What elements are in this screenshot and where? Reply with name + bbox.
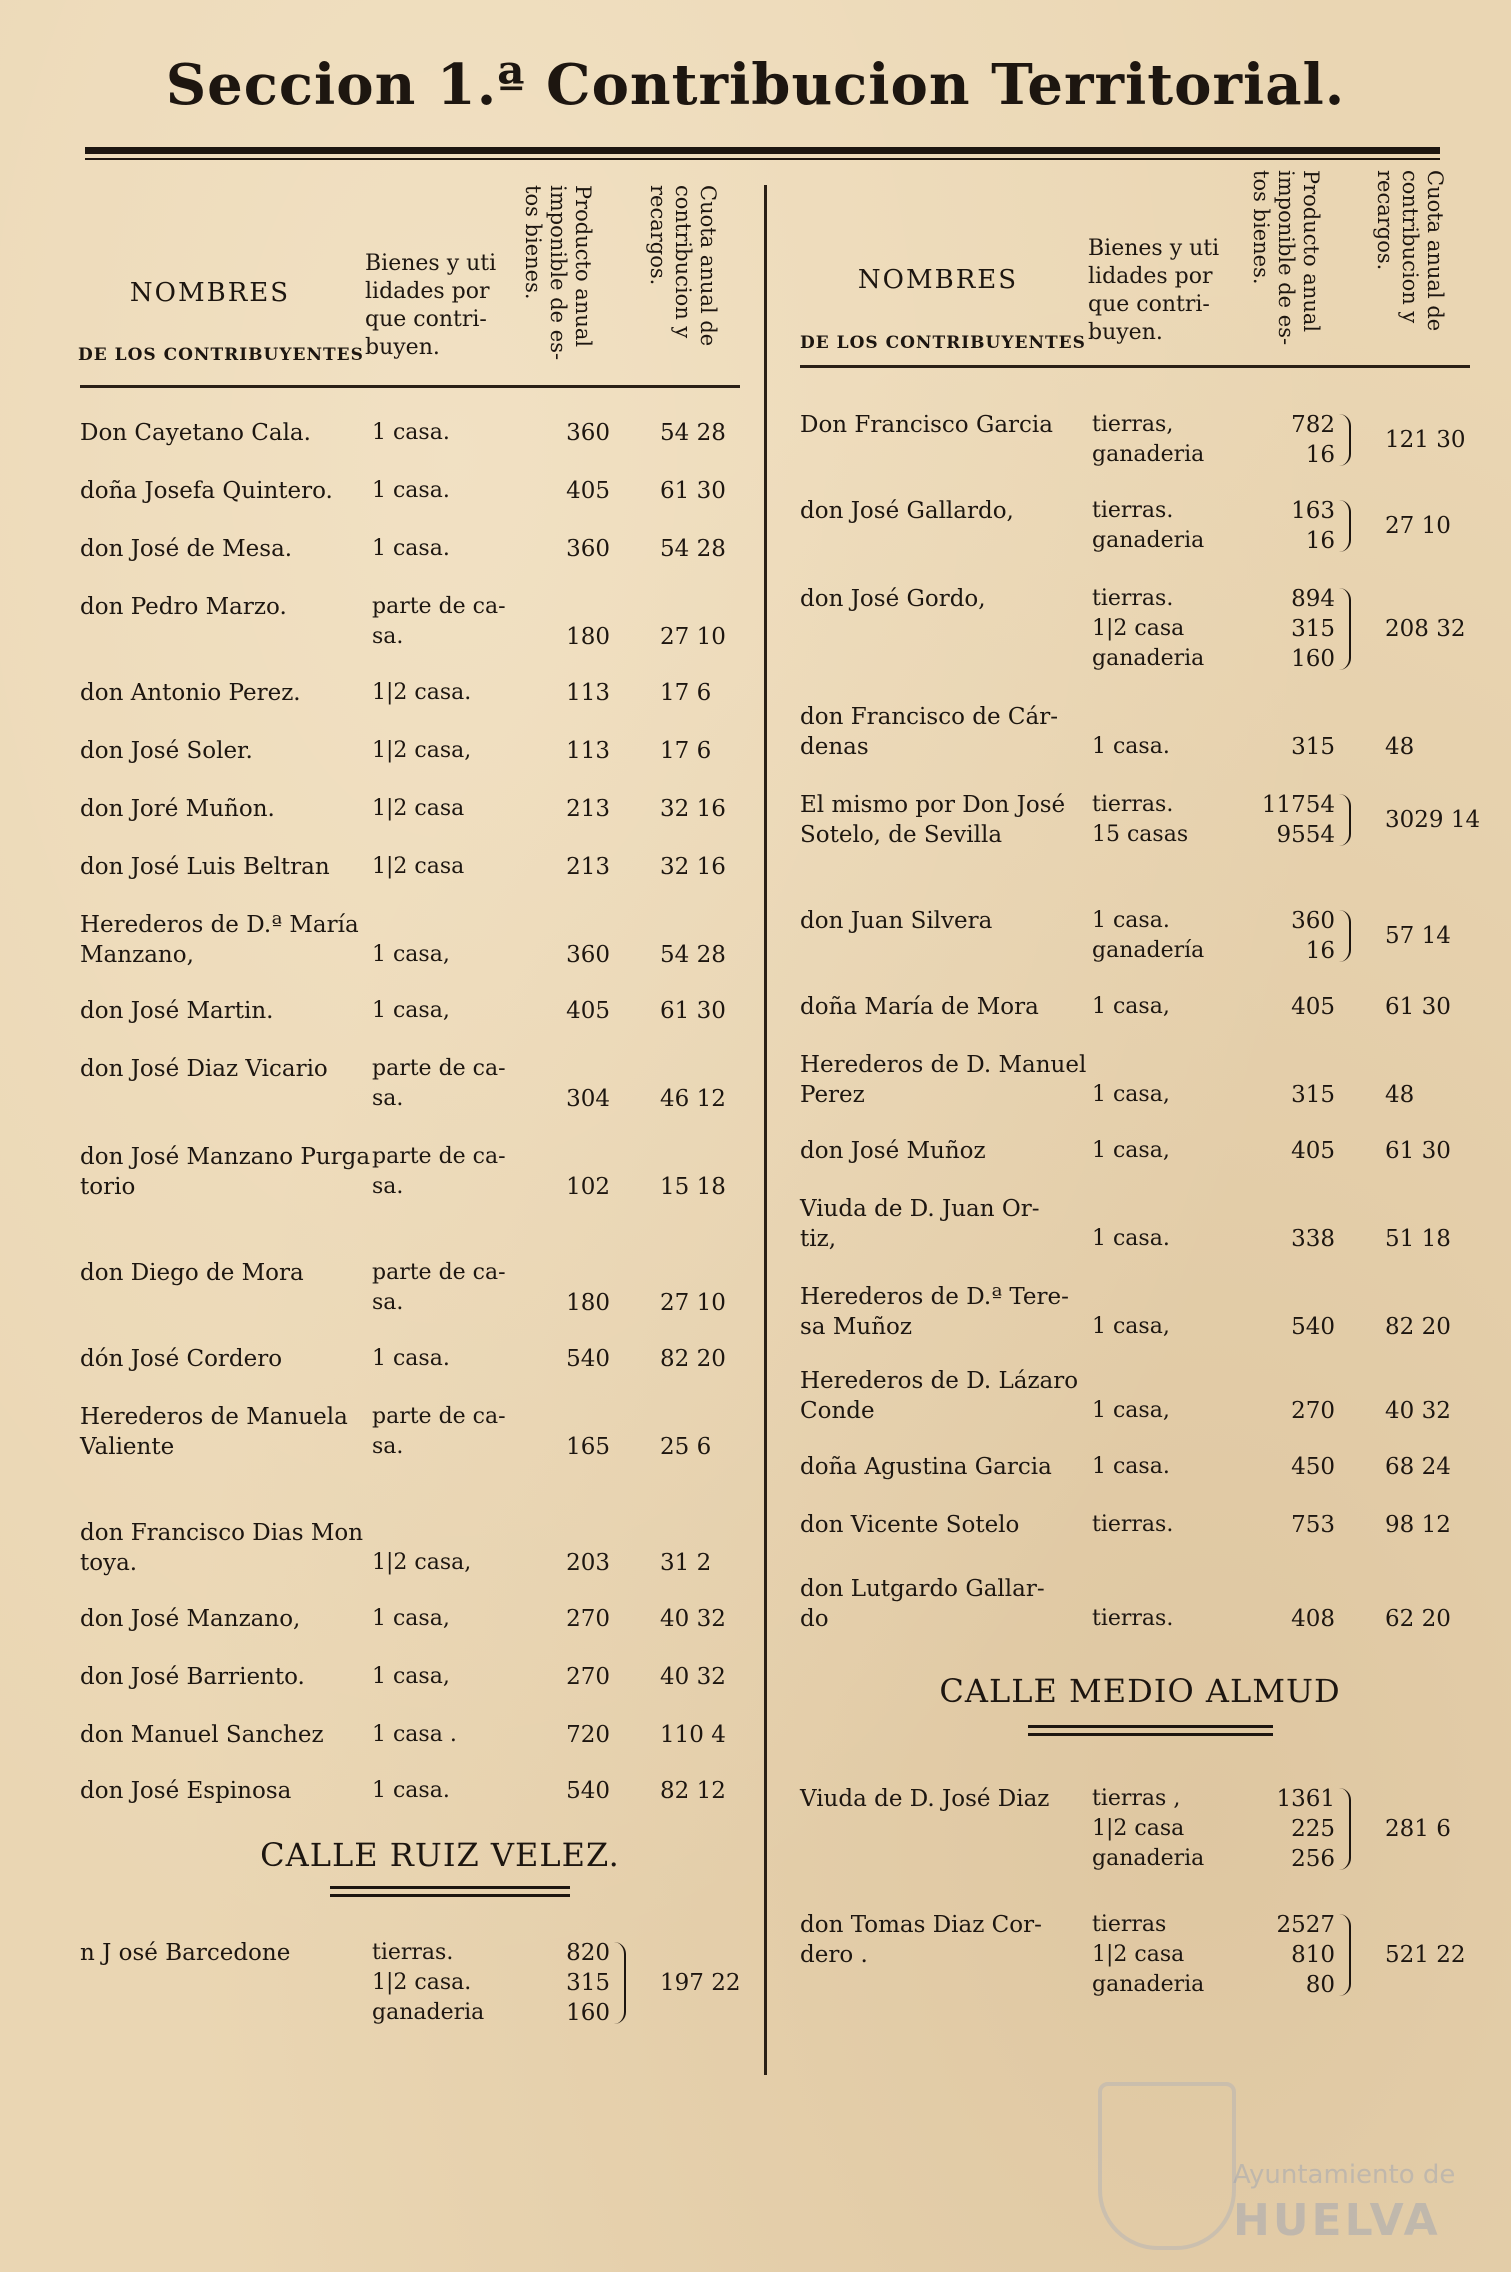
right-header-nombres (808, 265, 1068, 295)
right-section-rule (1028, 1725, 1273, 1728)
contributor-name: don José Gallardo, (800, 498, 1014, 524)
contributor-name: Viuda de D. José Diaz (800, 1786, 1050, 1812)
taxable-product-value: 782 16 (1291, 412, 1335, 468)
taxable-product-value: 102 (566, 1174, 610, 1200)
left-header-cuota: Cuota anual de contribucion y recargos. (646, 185, 720, 347)
taxable-product-value: 180 (566, 624, 610, 650)
annual-tax-quota: 15 18 (660, 1174, 726, 1200)
annual-tax-quota: 98 12 (1385, 1512, 1451, 1538)
contributor-name: don José Soler. (80, 738, 253, 764)
property-description: tierras. (1092, 1606, 1174, 1631)
taxable-product-value: 113 (566, 738, 610, 764)
annual-tax-quota: 82 20 (1385, 1314, 1451, 1340)
table-row (0, 1910, 1511, 1998)
grouping-brace (1339, 500, 1351, 552)
contributor-name: don José Diaz Vicario (80, 1056, 328, 1082)
property-description: 1 casa, (1092, 994, 1170, 1019)
watermark-line1: Ayuntamiento de (1233, 2160, 1456, 2190)
contributor-name: don Francisco de Cár- denas (800, 704, 1058, 760)
contributor-name: don José Martin. (80, 998, 274, 1024)
contributor-name: don Francisco Dias Mon toya. (80, 1520, 364, 1576)
property-description: 1 casa, (372, 998, 450, 1023)
annual-tax-quota: 61 30 (1385, 1138, 1451, 1164)
taxable-product-value: 360 (566, 420, 610, 446)
right-header-producto: Producto anual imponible de es- tos bienes. (1249, 170, 1323, 346)
contributor-name: don Diego de Mora (80, 1260, 304, 1286)
annual-tax-quota: 25 6 (660, 1434, 712, 1460)
annual-tax-quota: 54 28 (660, 942, 726, 968)
contributor-name: Herederos de D.ª Tere- sa Muñoz (800, 1284, 1069, 1340)
header-nombres-label-right: NOMBRES (857, 265, 1019, 295)
taxable-product-value: 820 315 160 (566, 1940, 610, 2026)
annual-tax-quota: 281 6 (1385, 1816, 1451, 1842)
contributor-name: Herederos de Manuela Valiente (80, 1404, 348, 1460)
contributor-name: don Manuel Sanchez (80, 1722, 324, 1748)
contributor-name: don José Luis Beltran (80, 854, 330, 880)
table-row (0, 1574, 1511, 1654)
grouping-brace (1339, 910, 1351, 962)
right-header-cuota: Cuota anual de contribucion y recargos. (1373, 170, 1447, 332)
right-header-bienes: Bienes y uti lidades por que contri- buyen. (1088, 236, 1220, 345)
annual-tax-quota: 27 10 (660, 624, 726, 650)
table-row (0, 410, 1511, 490)
left-header-nombres-sub: DE LOS CONTRIBUYENTES (78, 345, 364, 365)
huelva-coat-of-arms-icon (1098, 2082, 1236, 2250)
contributor-name: don Joré Muñon. (80, 796, 275, 822)
annual-tax-quota: 40 32 (1385, 1398, 1451, 1424)
taxable-product-value: 540 (1291, 1314, 1335, 1340)
taxable-product-value: 360 (566, 536, 610, 562)
taxable-product-value: 315 (1291, 734, 1335, 760)
contributor-name: Don Francisco Garcia (800, 412, 1053, 438)
property-description: 1 casa, (1092, 1398, 1170, 1423)
right-header-rule (800, 365, 1470, 368)
annual-tax-quota: 61 30 (1385, 994, 1451, 1020)
taxable-product-value: 360 16 (1291, 908, 1335, 964)
taxable-product-value: 113 (566, 680, 610, 706)
property-description: parte de ca- sa. (372, 1144, 506, 1199)
annual-tax-quota: 54 28 (660, 536, 726, 562)
taxable-product-value: 213 (566, 796, 610, 822)
contributor-name: don Lutgardo Gallar- do (800, 1576, 1045, 1632)
annual-tax-quota: 27 10 (1385, 513, 1451, 539)
property-description: tierras. 1|2 casa ganaderia (1092, 586, 1205, 671)
property-description: tierras 1|2 casa ganaderia (1092, 1912, 1205, 1997)
property-description: 1 casa. (1092, 1454, 1170, 1479)
property-description: 1 casa, (372, 1664, 450, 1689)
contributor-name: El mismo por Don José Sotelo, de Sevilla (800, 792, 1066, 848)
table-row (0, 1282, 1511, 1362)
title-rule (85, 147, 1440, 154)
annual-tax-quota: 31 2 (660, 1550, 712, 1576)
contributor-name: don José de Mesa. (80, 536, 293, 562)
annual-tax-quota: 521 22 (1385, 1942, 1466, 1968)
left-section-heading: CALLE RUIZ VELEZ. (260, 1836, 620, 1874)
contributor-name: doña Agustina Garcia (800, 1454, 1052, 1480)
contributor-name: don Pedro Marzo. (80, 594, 287, 620)
taxable-product-value: 408 (1291, 1606, 1335, 1632)
annual-tax-quota: 46 12 (660, 1086, 726, 1112)
table-row (0, 1050, 1511, 1130)
taxable-product-value: 753 (1291, 1512, 1335, 1538)
property-description: 1|2 casa (372, 854, 465, 879)
taxable-product-value: 180 (566, 1290, 610, 1316)
taxable-product-value: 270 (566, 1606, 610, 1632)
contributor-name: don José Muñoz (800, 1138, 986, 1164)
contributor-name: Viuda de D. Juan Or- tiz, (800, 1196, 1040, 1252)
property-description: 1|2 casa (372, 796, 465, 821)
table-row (0, 790, 1511, 870)
annual-tax-quota: 40 32 (660, 1606, 726, 1632)
taxable-product-value: 1361 225 256 (1276, 1786, 1335, 1872)
contributor-name: don Tomas Diaz Cor- dero . (800, 1912, 1042, 1968)
taxable-product-value: 405 (566, 998, 610, 1024)
property-description: 1|2 casa. (372, 680, 472, 705)
grouping-brace (1339, 414, 1351, 466)
property-description: parte de ca- sa. (372, 1260, 506, 1315)
left-header-nombres (80, 278, 340, 308)
taxable-product-value: 165 (566, 1434, 610, 1460)
property-description: 1 casa . (372, 1722, 457, 1747)
taxable-product-value: 405 (1291, 994, 1335, 1020)
left-section-rule (330, 1886, 570, 1889)
taxable-product-value: 163 16 (1291, 498, 1335, 554)
contributor-name: dón José Cordero (80, 1346, 283, 1372)
contributor-name: don José Espinosa (80, 1778, 292, 1804)
contributor-name: don Vicente Sotelo (800, 1512, 1020, 1538)
annual-tax-quota: 17 6 (660, 738, 712, 764)
taxable-product-value: 405 (566, 478, 610, 504)
table-row (0, 906, 1511, 986)
taxable-product-value: 540 (566, 1778, 610, 1804)
taxable-product-value: 270 (566, 1664, 610, 1690)
property-description: tierras. 15 casas (1092, 792, 1189, 847)
property-description: parte de ca- sa. (372, 1404, 506, 1459)
property-description: 1 casa. (1092, 734, 1170, 759)
property-description: tierras , 1|2 casa ganaderia (1092, 1786, 1205, 1871)
annual-tax-quota: 110 4 (660, 1722, 726, 1748)
property-description: tierras. ganaderia (1092, 498, 1205, 553)
property-description: parte de ca- sa. (372, 594, 506, 649)
annual-tax-quota: 54 28 (660, 420, 726, 446)
annual-tax-quota: 32 16 (660, 854, 726, 880)
annual-tax-quota: 197 22 (660, 1970, 741, 1996)
grouping-brace (1339, 588, 1351, 670)
table-row (0, 584, 1511, 672)
annual-tax-quota: 121 30 (1385, 427, 1466, 453)
contributor-name: don José Gordo, (800, 586, 986, 612)
annual-tax-quota: 48 (1385, 1082, 1415, 1108)
contributor-name: Herederos de D. Manuel Perez (800, 1052, 1087, 1108)
property-description: 1 casa. (372, 1346, 450, 1371)
property-description: 1 casa. (372, 478, 450, 503)
taxable-product-value: 720 (566, 1722, 610, 1748)
grouping-brace (1339, 1788, 1351, 1870)
annual-tax-quota: 57 14 (1385, 923, 1451, 949)
taxable-product-value: 270 (1291, 1398, 1335, 1424)
grouping-brace (1339, 794, 1351, 846)
taxable-product-value: 540 (566, 1346, 610, 1372)
property-description: tierras. 1|2 casa. ganaderia (372, 1940, 485, 2025)
table-row (0, 496, 1511, 576)
property-description: 1 casa, (1092, 1138, 1170, 1163)
contributor-name: don Juan Silvera (800, 908, 993, 934)
annual-tax-quota: 40 32 (660, 1664, 726, 1690)
property-description: parte de ca- sa. (372, 1056, 506, 1111)
taxable-product-value: 203 (566, 1550, 610, 1576)
right-section-heading: CALLE MEDIO ALMUD (939, 1672, 1341, 1710)
grouping-brace (1339, 1914, 1351, 1996)
taxable-product-value: 304 (566, 1086, 610, 1112)
annual-tax-quota: 82 12 (660, 1778, 726, 1804)
annual-tax-quota: 61 30 (660, 478, 726, 504)
property-description: 1 casa. (1092, 1226, 1170, 1251)
property-description: 1 casa. (372, 420, 450, 445)
contributor-name: doña María de Mora (800, 994, 1039, 1020)
contributor-name: don Antonio Perez. (80, 680, 301, 706)
taxable-product-value: 11754 9554 (1261, 792, 1335, 848)
taxable-product-value: 315 (1291, 1082, 1335, 1108)
annual-tax-quota: 3029 14 (1385, 807, 1481, 833)
property-description: 1 casa, (1092, 1082, 1170, 1107)
property-description: 1 casa, (1092, 1314, 1170, 1339)
contributor-name: don José Barriento. (80, 1664, 305, 1690)
taxable-product-value: 360 (566, 942, 610, 968)
table-row (0, 1366, 1511, 1446)
contributor-name: don José Manzano Purga torio (80, 1144, 371, 1200)
contributor-name: Don Cayetano Cala. (80, 420, 311, 446)
property-description: 1 casa. (372, 536, 450, 561)
right-header-nombres-sub: DE LOS CONTRIBUYENTES (800, 333, 1086, 353)
table-row (0, 1194, 1511, 1274)
property-description: 1 casa. ganadería (1092, 908, 1205, 963)
annual-tax-quota: 208 32 (1385, 616, 1466, 642)
annual-tax-quota: 32 16 (660, 796, 726, 822)
watermark-line2: HUELVA (1233, 2195, 1441, 2246)
contributor-name: doña Josefa Quintero. (80, 478, 333, 504)
annual-tax-quota: 48 (1385, 734, 1415, 760)
annual-tax-quota: 51 18 (1385, 1226, 1451, 1252)
contributor-name: Herederos de D. Lázaro Conde (800, 1368, 1079, 1424)
table-row (0, 702, 1511, 782)
property-description: tierras, ganaderia (1092, 412, 1205, 467)
taxable-product-value: 213 (566, 854, 610, 880)
annual-tax-quota: 17 6 (660, 680, 712, 706)
right-section-rule-2 (1028, 1733, 1273, 1736)
header-nombres-label: NOMBRES (129, 278, 291, 308)
annual-tax-quota: 82 20 (660, 1346, 726, 1372)
page-title: Seccion 1.ª Contribucion Territorial. (165, 52, 1346, 118)
taxable-product-value: 405 (1291, 1138, 1335, 1164)
table-row (0, 1784, 1511, 1872)
left-header-producto: Producto anual imponible de es- tos bienes. (521, 185, 595, 361)
property-description: 1|2 casa, (372, 1550, 472, 1575)
contributor-name: don José Manzano, (80, 1606, 301, 1632)
left-header-bienes: Bienes y uti lidades por que contri- buyen. (365, 251, 497, 360)
annual-tax-quota: 62 20 (1385, 1606, 1451, 1632)
left-section-rule-2 (330, 1894, 570, 1897)
annual-tax-quota: 61 30 (660, 998, 726, 1024)
annual-tax-quota: 68 24 (1385, 1454, 1451, 1480)
taxable-product-value: 2527 810 80 (1276, 1912, 1335, 1998)
property-description: 1 casa, (372, 1606, 450, 1631)
taxable-product-value: 894 315 160 (1291, 586, 1335, 672)
taxable-product-value: 338 (1291, 1226, 1335, 1252)
contributor-name: Herederos de D.ª María Manzano, (80, 912, 359, 968)
property-description: tierras. (1092, 1512, 1174, 1537)
property-description: 1 casa, (372, 942, 450, 967)
property-description: 1 casa. (372, 1778, 450, 1803)
property-description: 1|2 casa, (372, 738, 472, 763)
annual-tax-quota: 27 10 (660, 1290, 726, 1316)
taxable-product-value: 450 (1291, 1454, 1335, 1480)
contributor-name: n J osé Barcedone (80, 1940, 291, 1966)
title-rule-thin (85, 158, 1440, 160)
left-header-rule (80, 385, 740, 388)
